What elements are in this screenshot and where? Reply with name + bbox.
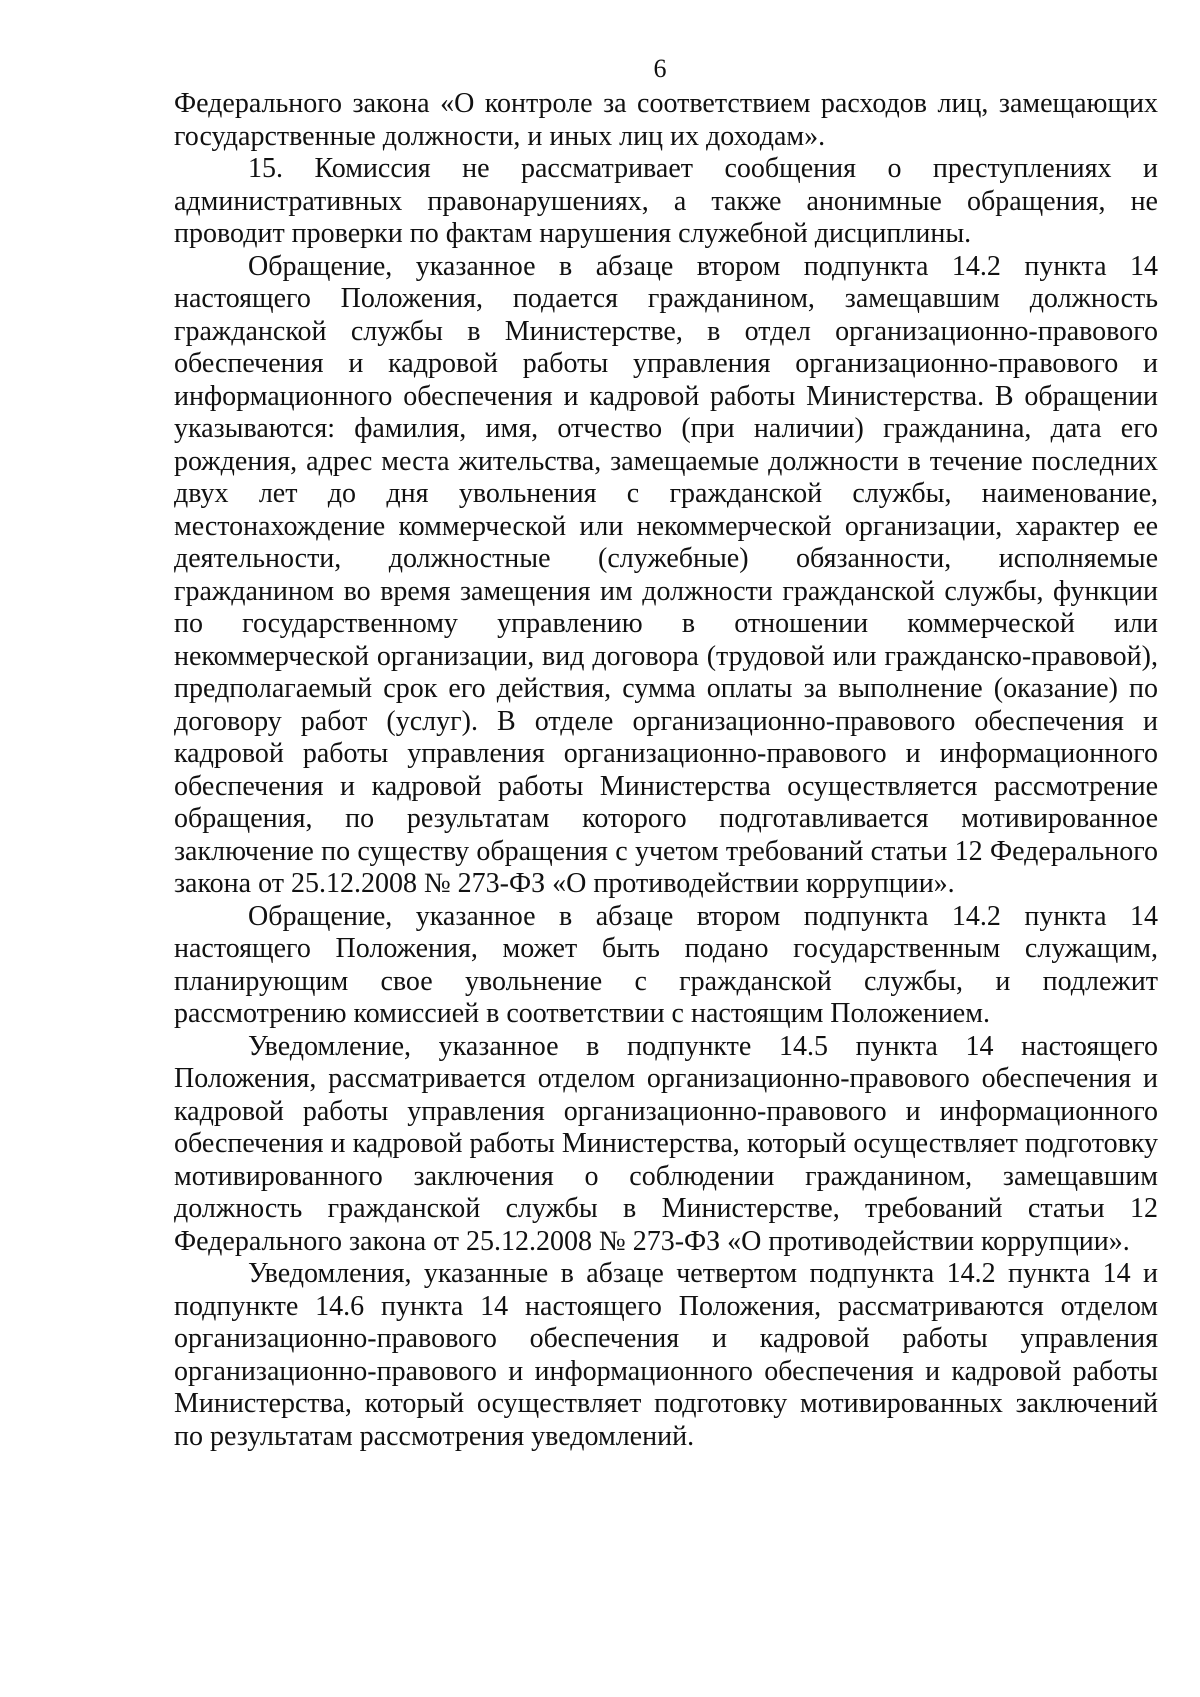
paragraph-item-15: 15. Комиссия не рассматривает сообщения о преступлениях и административных правонарушениях, а также анонимные обращения, не проводит проверки по фактам нарушения служебной дисциплины. [174, 153, 1158, 249]
paragraph-notification-14-5: Уведомление, указанное в подпункте 14.5 пункта 14 настоящего Положения, рассматривается отделом организационно-правового обеспечения и кадровой работы управления организационно-правового и информационного обеспечения и кадровой работы Министерства, который осуществляет подготовку мотивированного заключения о соблюдении гражданином, замещавшим должность гражданской службы в Министерстве, требований статьи 12 Федерального закона от 25.12.2008 № 273-ФЗ «О противодействии коррупции». [174, 1030, 1158, 1257]
paragraph-notifications-14-2-14-6: Уведомления, указанные в абзаце четвертом подпункта 14.2 пункта 14 и подпункте 14.6 пункта 14 настоящего Положения, рассматриваются отделом организационно-правового обеспечения и кадровой работы управления организационно-правового и информационного обеспечения и кадровой работы Министерства, который осуществляет подготовку мотивированных заключений по результатам рассмотрения уведомлений. [174, 1258, 1158, 1452]
paragraph-appeal-submission: Обращение, указанное в абзаце втором подпункта 14.2 пункта 14 настоящего Положения, подается гражданином, замещавшим должность гражданской службы в Министерстве, в отдел организационно-правового обеспечения и кадровой работы управления организационно-правового и информационного обеспечения и кадровой работы Министерства. В обращении указываются: фамилия, имя, отчество (при наличии) гражданина, дата его рождения, адрес места жительства, замещаемые должности в течение последних двух лет до дня увольнения с гражданской службы, наименование, местонахождение коммерческой или некоммерческой организации, характер ее деятельности, должностные (служебные) обязанности, исполняемые гражданином во время замещения им должности гражданской службы, функции по государственному управлению в отношении коммерческой или некоммерческой организации, вид договора (трудовой или гражданско-правовой), предполагаемый срок его действия, сумма оплаты за выполнение (оказание) по договору работ (услуг). В отделе организационно-правового обеспечения и кадровой работы управления организационно-правового и информационного обеспечения и кадровой работы Министерства осуществляется рассмотрение обращения, по результатам которого подготавливается мотивированное заключение по существу обращения с учетом требований статьи 12 Федерального закона от 25.12.2008 № 273-ФЗ «О противодействии коррупции». [174, 250, 1158, 899]
document-body [174, 88, 1158, 1453]
page-number: 6 [653, 54, 667, 83]
paragraph-appeal-by-civil-servant: Обращение, указанное в абзаце втором подпункта 14.2 пункта 14 настоящего Положения, может быть подано государственным служащим, планирующим свое увольнение с гражданской службы, и подлежит рассмотрению комиссией в соответствии с настоящим Положением. [174, 900, 1158, 1029]
paragraph-continuation: Федерального закона «О контроле за соответствием расходов лиц, замещающих государственные должности, и иных лиц их доходам». [174, 88, 1158, 152]
